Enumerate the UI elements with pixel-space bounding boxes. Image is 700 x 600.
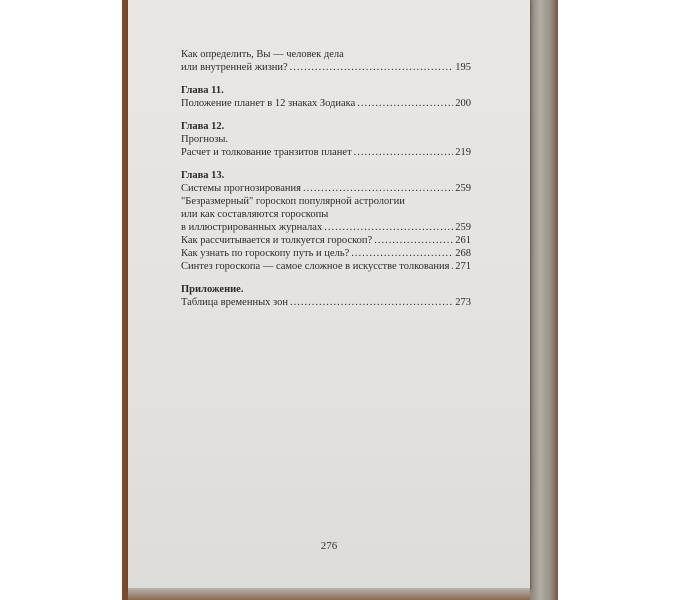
page-bottom-shadow [128,588,530,600]
toc-entry-title: Расчет и толкование транзитов планет [181,147,352,158]
toc-line: Прогнозы. [181,134,229,145]
dot-leader [324,221,453,234]
toc-entry-page: 195 [455,62,471,73]
toc-entry [181,146,471,159]
toc-entry [181,97,471,110]
toc-entry-page: 200 [455,98,471,109]
page-number: 276 [320,540,338,552]
toc-entry-title: Таблица временных зон [181,297,288,308]
dot-leader [451,260,453,273]
dot-leader [290,61,454,74]
dot-leader [354,146,454,159]
table-of-contents [181,48,471,309]
toc-entry-page: 219 [455,147,471,158]
toc-entry-title: Системы прогнозирования [181,183,301,194]
chapter-heading: Приложение. [181,284,244,295]
toc-entry [181,61,471,74]
toc-group [181,169,471,273]
toc-entry-title: Синтез гороскопа — самое сложное в искусстве толкования [181,261,450,272]
toc-entry-title: в иллюстрированных журналах [181,222,323,233]
toc-entry [181,247,471,260]
toc-entry-page: 271 [455,261,471,272]
toc-line: "Безразмерный" гороскоп популярной астрологии [181,196,405,207]
toc-entry-title: или внутренней жизни? [181,62,288,73]
toc-entry [181,296,471,309]
toc-entry [181,221,471,234]
dot-leader [374,234,453,247]
page-edge [530,0,558,600]
toc-entry [181,260,471,273]
chapter-heading: Глава 11. [181,85,224,96]
toc-line: или как составляются гороскопы [181,209,329,220]
toc-group [181,48,471,74]
toc-entry-title: Положение планет в 12 знаках Зодиака [181,98,356,109]
toc-entry-page: 268 [455,248,471,259]
toc-group [181,283,471,309]
toc-entry-title: Как рассчитывается и толкуется гороскоп? [181,235,373,246]
toc-entry-page: 259 [455,183,471,194]
dot-leader [303,182,453,195]
toc-group [181,84,471,110]
toc-entry [181,234,471,247]
dot-leader [290,296,453,309]
toc-entry [181,182,471,195]
toc-group [181,120,471,159]
dot-leader [357,97,453,110]
toc-entry-page: 273 [455,297,471,308]
toc-entry-page: 259 [455,222,471,233]
toc-line: Как определить, Вы — человек дела [181,49,344,60]
toc-entry-title: Как узнать по гороскопу путь и цель? [181,248,350,259]
toc-entry-page: 261 [455,235,471,246]
dot-leader [351,247,453,260]
chapter-heading: Глава 12. [181,121,225,132]
chapter-heading: Глава 13. [181,170,225,181]
